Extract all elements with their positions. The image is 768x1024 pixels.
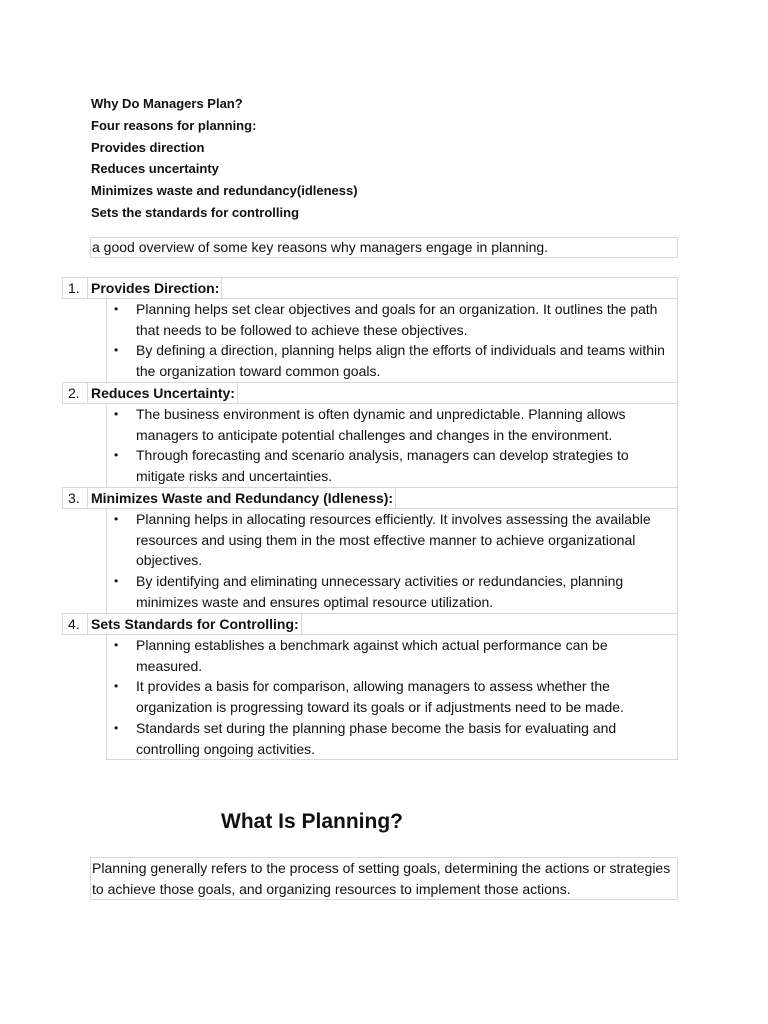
intro-line: Minimizes waste and redundancy(idleness) [91,183,358,199]
reason-4-header [62,613,678,635]
intro-line: Four reasons for planning: [91,117,257,133]
reason-1-bullets [106,299,678,383]
reason-number: 1. [68,280,80,296]
reason-number: 4. [68,616,80,632]
intro-line: Provides direction [91,139,205,155]
reason-2-bullets [106,404,678,488]
bullet-item: • By identifying and eliminating unnecessary activities or redundancies, planning minimizes waste and ensures optimal resource utilization. [107,571,677,612]
reason-number: 3. [68,490,80,506]
overview-text: a good overview of some key reasons why managers engage in planning. [90,237,678,258]
bullet-item: • Planning helps in allocating resources efficiently. It involves assessing the available resources and using them in the most effective manner to achieve organizational objectives. [107,509,677,571]
bullet-item: • It provides a basis for comparison, allowing managers to assess whether the organization is progressing toward its goals or if adjustments need to be made. [107,676,677,717]
reason-title: Minimizes Waste and Redundancy (Idleness): [87,488,396,508]
reason-number: 2. [68,385,80,401]
intro-line: Why Do Managers Plan? [91,96,243,111]
intro-line: Sets the standards for controlling [91,204,300,220]
intro-heading-block [91,93,358,224]
planning-definition: Planning generally refers to the process of setting goals, determining the actions or strategies to achieve those goals, and organizing resources to implement those actions. [90,857,678,900]
planning-heading: What Is Planning? [221,810,403,833]
reason-title: Provides Direction: [87,278,222,298]
bullet-item: • Planning helps set clear objectives and goals for an organization. It outlines the path that needs to be followed to achieve these objectives. [107,299,677,340]
bullet-item: • The business environment is often dynamic and unpredictable. Planning allows managers to anticipate potential challenges and changes in the environment. [107,404,677,445]
reason-title: Reduces Uncertainty: [87,383,238,403]
reason-2-header [62,382,678,404]
intro-line: Reduces uncertainty [91,161,219,177]
reason-3-bullets [106,509,678,614]
reason-4-bullets [106,635,678,760]
reason-title: Sets Standards for Controlling: [87,614,302,634]
reason-1-header [62,277,678,299]
bullet-item: • Planning establishes a benchmark against which actual performance can be measured. [107,635,677,676]
reason-3-header [62,487,678,509]
bullet-item: • Standards set during the planning phase become the basis for evaluating and controlling ongoing activities. [107,718,677,759]
bullet-item: • Through forecasting and scenario analysis, managers can develop strategies to mitigate risks and uncertainties. [107,445,677,486]
bullet-item: • By defining a direction, planning helps align the efforts of individuals and teams within the organization toward common goals. [107,340,677,381]
